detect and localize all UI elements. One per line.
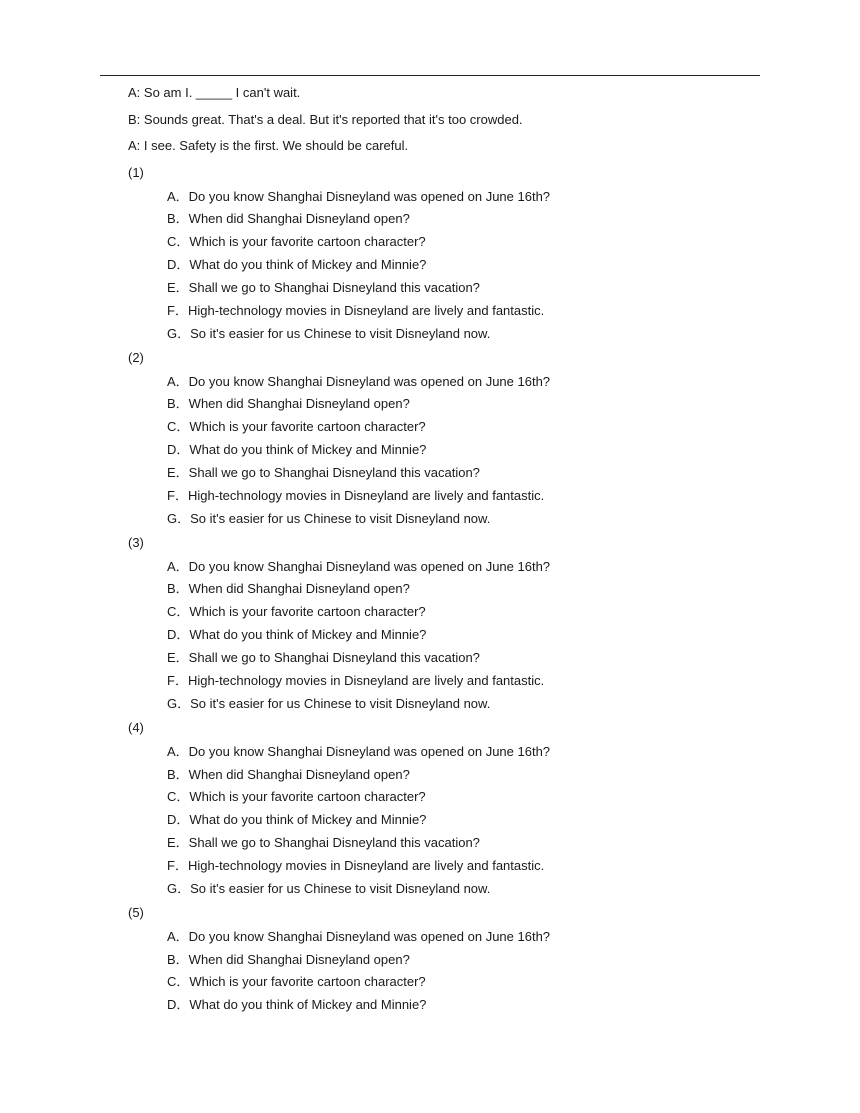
answer-option bbox=[167, 233, 768, 251]
option-text: Do you know Shanghai Disneyland was opened on June 16th? bbox=[188, 373, 551, 389]
answer-option bbox=[167, 441, 768, 459]
dialogue-line: A: So am I. _____ I can't wait. bbox=[128, 85, 301, 100]
option-letter: F． bbox=[167, 487, 188, 503]
option-text: High-technology movies in Disneyland are lively and fantastic. bbox=[188, 302, 545, 318]
option-text: Shall we go to Shanghai Disneyland this vacation? bbox=[188, 279, 480, 295]
option-text: Which is your favorite cartoon character? bbox=[189, 234, 426, 250]
answer-option bbox=[167, 880, 768, 898]
answer-option bbox=[167, 580, 768, 598]
option-letter: F． bbox=[167, 857, 188, 873]
option-list bbox=[128, 373, 768, 528]
option-text: What do you think of Mickey and Minnie? bbox=[189, 997, 427, 1013]
answer-option bbox=[167, 672, 768, 690]
option-text: Do you know Shanghai Disneyland was opened on June 16th? bbox=[188, 928, 551, 944]
option-letter: E． bbox=[167, 279, 189, 295]
option-list bbox=[128, 743, 768, 898]
answer-option bbox=[167, 373, 768, 391]
option-letter: A． bbox=[167, 743, 189, 759]
option-text: What do you think of Mickey and Minnie? bbox=[189, 812, 427, 828]
option-letter: D． bbox=[167, 812, 190, 828]
option-letter: A． bbox=[167, 928, 189, 944]
question-number: (5) bbox=[128, 904, 144, 920]
option-letter: E． bbox=[167, 835, 189, 851]
option-text: When did Shanghai Disneyland open? bbox=[188, 951, 410, 967]
option-text: Do you know Shanghai Disneyland was opened on June 16th? bbox=[188, 743, 551, 759]
option-text: Which is your favorite cartoon character? bbox=[189, 419, 426, 435]
answer-option bbox=[167, 743, 768, 761]
option-letter: G． bbox=[167, 510, 191, 526]
option-letter: C． bbox=[167, 789, 190, 805]
answer-option bbox=[167, 695, 768, 713]
answer-option bbox=[167, 996, 768, 1014]
option-text: Shall we go to Shanghai Disneyland this vacation? bbox=[188, 650, 480, 665]
question-block bbox=[128, 534, 768, 713]
question-number: (3) bbox=[128, 534, 144, 550]
answer-option bbox=[167, 325, 768, 343]
question-block bbox=[128, 904, 768, 1015]
answer-option bbox=[167, 487, 768, 505]
document-body bbox=[128, 84, 768, 1020]
option-text: High-technology movies in Disneyland are lively and fantastic. bbox=[188, 487, 545, 503]
answer-option bbox=[167, 766, 768, 784]
option-letter: C． bbox=[167, 234, 190, 250]
answer-option bbox=[167, 279, 768, 297]
question-number: (2) bbox=[128, 349, 144, 365]
option-letter: C． bbox=[167, 419, 190, 435]
option-letter: D． bbox=[167, 257, 190, 273]
answer-option bbox=[167, 188, 768, 206]
question-number: (1) bbox=[128, 164, 144, 180]
option-letter: G． bbox=[167, 880, 191, 896]
option-letter: B． bbox=[167, 951, 189, 967]
option-letter: C． bbox=[167, 974, 190, 990]
dialogue bbox=[128, 84, 768, 155]
answer-option bbox=[167, 302, 768, 320]
option-text: Do you know Shanghai Disneyland was opened on June 16th? bbox=[188, 188, 551, 204]
answer-option bbox=[167, 951, 768, 969]
option-letter: B． bbox=[167, 211, 189, 227]
question-block bbox=[128, 349, 768, 528]
dialogue-line: A: I see. Safety is the first. We should be careful. bbox=[128, 138, 409, 153]
answer-option bbox=[167, 210, 768, 228]
answer-option bbox=[167, 395, 768, 413]
answer-option bbox=[167, 603, 768, 621]
option-letter: E． bbox=[167, 464, 189, 480]
option-list bbox=[128, 928, 768, 1015]
option-letter: D． bbox=[167, 997, 190, 1013]
answer-option bbox=[167, 418, 768, 436]
answer-option bbox=[167, 256, 768, 274]
option-letter: A． bbox=[167, 373, 189, 389]
option-text: So it's easier for us Chinese to visit Disneyland now. bbox=[190, 510, 491, 526]
option-text: Shall we go to Shanghai Disneyland this vacation? bbox=[188, 464, 480, 480]
option-letter: B． bbox=[167, 766, 189, 782]
option-text: Which is your favorite cartoon character? bbox=[189, 789, 426, 805]
answer-option bbox=[167, 788, 768, 806]
option-letter: F． bbox=[167, 302, 188, 318]
question-block bbox=[128, 164, 768, 343]
option-letter: G． bbox=[167, 325, 191, 341]
option-letter: F． bbox=[167, 672, 188, 688]
option-text: When did Shanghai Disneyland open? bbox=[188, 766, 410, 782]
option-letter: D． bbox=[167, 442, 190, 458]
option-letter: G． bbox=[167, 695, 191, 711]
answer-option bbox=[167, 857, 768, 875]
answer-option bbox=[167, 626, 768, 644]
question-list bbox=[128, 164, 768, 1015]
option-letter: A． bbox=[167, 558, 189, 574]
option-list bbox=[128, 558, 768, 713]
option-letter: C． bbox=[167, 604, 190, 620]
option-letter: B． bbox=[167, 396, 189, 412]
dialogue-line: B: Sounds great. That's a deal. But it's reported that it's too crowded. bbox=[128, 111, 523, 127]
answer-option bbox=[167, 973, 768, 991]
option-text: So it's easier for us Chinese to visit Disneyland now. bbox=[190, 880, 491, 896]
question-number: (4) bbox=[128, 719, 144, 735]
answer-option bbox=[167, 510, 768, 528]
answer-option bbox=[167, 928, 768, 946]
option-text: Shall we go to Shanghai Disneyland this vacation? bbox=[188, 835, 480, 851]
option-text: High-technology movies in Disneyland are lively and fantastic. bbox=[188, 672, 545, 688]
option-letter: B． bbox=[167, 581, 189, 597]
option-list bbox=[128, 188, 768, 343]
option-letter: D． bbox=[167, 627, 190, 643]
answer-option bbox=[167, 811, 768, 829]
option-text: What do you think of Mickey and Minnie? bbox=[189, 442, 427, 458]
option-text: Which is your favorite cartoon character? bbox=[189, 974, 426, 990]
option-text: So it's easier for us Chinese to visit Disneyland now. bbox=[190, 695, 491, 711]
option-text: When did Shanghai Disneyland open? bbox=[188, 211, 410, 227]
option-text: Which is your favorite cartoon character? bbox=[189, 604, 426, 620]
option-text: When did Shanghai Disneyland open? bbox=[188, 581, 410, 597]
option-text: What do you think of Mickey and Minnie? bbox=[189, 627, 427, 643]
option-text: Do you know Shanghai Disneyland was opened on June 16th? bbox=[188, 558, 551, 574]
option-text: When did Shanghai Disneyland open? bbox=[188, 396, 410, 412]
question-block bbox=[128, 719, 768, 898]
option-letter: A． bbox=[167, 188, 189, 204]
option-text: High-technology movies in Disneyland are lively and fantastic. bbox=[188, 857, 545, 873]
option-letter: E． bbox=[167, 650, 189, 665]
option-text: What do you think of Mickey and Minnie? bbox=[189, 257, 427, 273]
header-rule bbox=[100, 75, 760, 76]
answer-option bbox=[167, 649, 768, 667]
answer-option bbox=[167, 464, 768, 482]
answer-option bbox=[167, 834, 768, 852]
option-text: So it's easier for us Chinese to visit Disneyland now. bbox=[190, 325, 491, 341]
answer-option bbox=[167, 558, 768, 576]
